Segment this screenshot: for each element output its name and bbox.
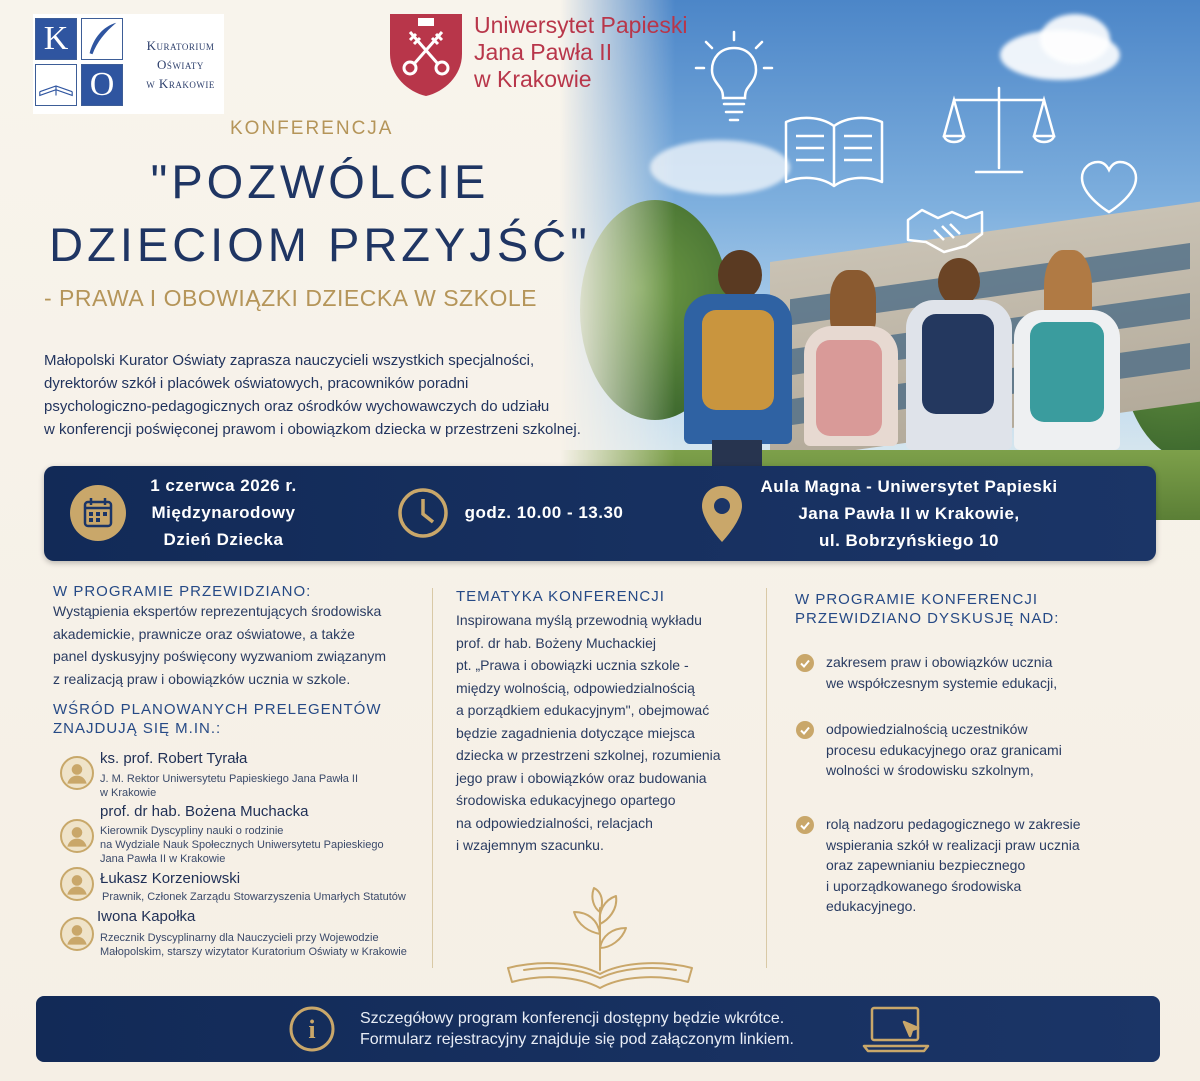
university-logo [388, 12, 688, 102]
kuratorium-logo [33, 14, 224, 114]
open-book-icon [35, 64, 77, 106]
crest-icon [388, 12, 464, 98]
check-icon [796, 654, 814, 672]
page-title: "POZWÓLCIE DZIECIOM PRZYJŚĆ" [49, 155, 591, 271]
lightbulb-icon [692, 28, 776, 124]
person-icon [60, 867, 94, 901]
topics-text: Inspirowana myślą przewodnią wykładu prof. dr hab. Bożeny Muchackiej pt. „Prawa i obowiązki ucznia szkole - między wolnością, odpowiedzialnością a porządkiem edukacyjnym", obejmować będzie zagadnienia dotyczące miejsca dziecka w przestrzeni szkolnej, rozumienia jego praw i obowiązków oraz budowania środowiska edukacyjnego opartego na odpowiedzialności, relacjach i wzajemnym szacunku. [456, 612, 721, 853]
calendar-icon [70, 485, 126, 541]
kuratorium-name: Kuratorium Oświaty w Krakowie [146, 38, 215, 91]
speaker-item: Łukasz Korzeniowski Prawnik, Członek Zarządu Stowarzyszenia Umarłych Statutów [60, 870, 440, 910]
discussion-heading: W PROGRAMIE KONFERENCJI PRZEWIDZIANO DYSKUSJĘ NAD: [795, 591, 1060, 627]
event-location: Aula Magna - Uniwersytet Papieski Jana Pawła II w Krakowie, ul. Bobrzyńskiego 10 [760, 477, 1058, 550]
event-time: godz. 10.00 - 13.30 [464, 503, 624, 522]
university-name: Uniwersytet Papieski Jana Pawła II w Krakowie [474, 12, 688, 92]
speakers-heading: WŚRÓD PLANOWANYCH PRELEGENTÓW ZNAJDUJĄ SIĘ M.IN.: [53, 701, 382, 737]
ko-letter-o: O [81, 64, 123, 106]
program-text: Wystąpienia ekspertów reprezentujących środowiska akademickie, prawnicze oraz oświatowe, a także panel dyskusyjny poświęcony wyzwaniom związanym z realizacją praw i obowiązków ucznia w szkole. [53, 603, 387, 687]
check-icon [796, 721, 814, 739]
svg-text:i: i [308, 1015, 316, 1044]
person-icon [60, 756, 94, 790]
laptop-icon[interactable] [862, 1004, 930, 1054]
sprout-book-icon [500, 878, 700, 993]
page-subtitle: - PRAWA I OBOWIĄZKI DZIECKA W SZKOLE [44, 285, 537, 311]
intro-text: Małopolski Kurator Oświaty zaprasza nauczycieli wszystkich specjalności, dyrektorów szkół i placówek oświatowych, pracowników poradni psychologiczno-pedagogicznych oraz ośrodków wychowawczych do udziału w konferencji poświęconej prawom i obowiązkom dziecka w przestrzeni szkolnej. [44, 352, 581, 438]
event-info-band [44, 466, 1156, 561]
conference-kicker: KONFERENCJA [230, 118, 394, 139]
discussion-item: odpowiedzialnością uczestników procesu edukacyjnego oraz granicami wolności w środowisku szkolnym, [826, 721, 1062, 778]
event-date: 1 czerwca 2026 r. Międzynarodowy Dzień Dziecka [150, 476, 297, 549]
column-divider [766, 588, 767, 968]
speaker-item: ks. prof. Robert Tyrała J. M. Rektor Uniwersytetu Papieskiego Jana Pawła II w Krakowie [60, 750, 440, 800]
speaker-item: prof. dr hab. Bożena Muchacka Kierownik Dyscypliny nauki o rodzinie na Wydziale Nauk Społecznych Uniwersytetu Papieskiego Jana Pawła II w Krakowie [60, 803, 440, 867]
ko-letter-k: K [35, 18, 77, 60]
quill-icon [81, 18, 123, 60]
person-icon [60, 819, 94, 853]
handshake-icon [904, 200, 986, 260]
clock-icon [396, 486, 450, 540]
footer-band [36, 996, 1160, 1062]
discussion-item: zakresem praw i obowiązków ucznia we współczesnym systemie edukacji, [826, 654, 1058, 691]
scales-icon [940, 80, 1058, 180]
info-icon [288, 1005, 336, 1053]
book-icon [780, 110, 888, 190]
heart-icon [1076, 156, 1142, 222]
topics-heading: TEMATYKA KONFERENCJI [456, 588, 665, 605]
footer-text: Szczegółowy program konferencji dostępny będzie wkrótce. Formularz rejestracyjny znajduje się pod załączonym linkiem. [360, 1010, 794, 1048]
person-icon [60, 917, 94, 951]
discussion-item: rolą nadzoru pedagogicznego w zakresie wspierania szkół w realizacji praw ucznia oraz zapewnianiu bezpiecznego i uporządkowanego środowiska edukacyjnego. [826, 816, 1081, 914]
program-heading: W PROGRAMIE PRZEWIDZIANO: [53, 583, 312, 600]
speaker-item: Iwona Kapołka Rzecznik Dyscyplinarny dla Nauczycieli przy Wojewodzie Małopolskim, starszy wizytator Kuratorium Oświaty w Krakowie [60, 907, 440, 959]
location-pin-icon [699, 484, 745, 544]
check-icon [796, 816, 814, 834]
